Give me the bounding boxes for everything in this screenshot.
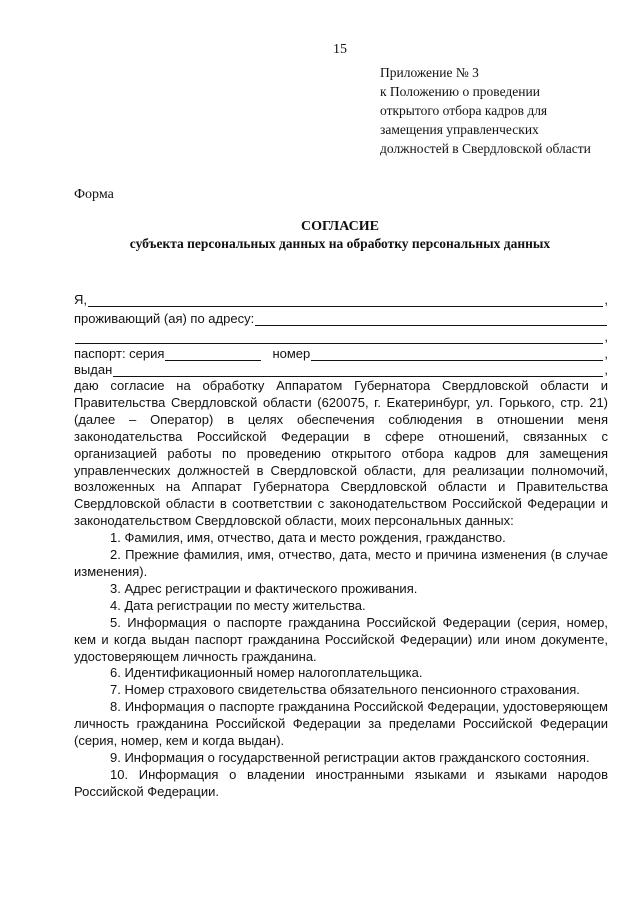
page-number: 15 <box>333 42 347 57</box>
list-item: 3. Адрес регистрации и фактического проживания. <box>110 580 418 596</box>
list-item: 6. Идентификационный номер налогоплательщика. <box>110 665 423 681</box>
comma: , <box>604 329 608 344</box>
appendix-line: замещения управленческих <box>380 122 539 137</box>
address-continuation-blank[interactable] <box>75 330 603 344</box>
comma: , <box>604 346 608 361</box>
name-field-row <box>74 289 608 307</box>
list-item: 10. Информация о владении иностранными языками и языками народов Российской Федерации. <box>74 766 608 799</box>
comma: , <box>604 362 608 377</box>
appendix-line: к Положению о проведении <box>380 84 540 99</box>
i-label: Я, <box>74 292 87 307</box>
document-subtitle: субъекта персональных данных на обработку персональных данных <box>129 236 551 251</box>
list-item: 7. Номер страхового свидетельства обязательного пенсионного страхования. <box>110 682 580 698</box>
issued-field-row <box>74 359 608 377</box>
passport-number-label: номер <box>272 346 311 361</box>
comma: , <box>604 292 608 307</box>
appendix-line: открытого отбора кадров для <box>380 103 548 118</box>
document-title: СОГЛАСИЕ <box>301 219 379 234</box>
address-blank[interactable] <box>255 312 607 326</box>
passport-series-label: паспорт: серия <box>74 346 165 361</box>
appendix-block <box>380 63 630 158</box>
list-item: 2. Прежние фамилия, имя, отчество, дата, место и причина изменения (в случае изменения). <box>74 547 608 579</box>
consent-body <box>74 378 608 801</box>
address-continuation-row <box>74 326 608 344</box>
issued-label: выдан <box>74 362 113 377</box>
form-label: Форма <box>74 187 114 202</box>
full-name-blank[interactable] <box>88 293 603 307</box>
address-label: проживающий (ая) по адресу: <box>74 311 255 326</box>
appendix-line: Приложение № 3 <box>380 65 479 80</box>
list-item: 1. Фамилия, имя, отчество, дата и место рождения, гражданство. <box>110 530 506 546</box>
list-item: 9. Информация о государственной регистрации актов гражданского состояния. <box>110 749 590 765</box>
list-item: 5. Информация о паспорте гражданина Российской Федерации (серия, номер, кем и когда выдан паспорт гражданина Российской Федерации) или ином документе, удостоверяющем личность гражданина. <box>74 614 608 664</box>
issued-blank[interactable] <box>113 363 603 377</box>
appendix-line: должностей в Свердловской области <box>380 141 591 156</box>
address-field-row <box>74 308 608 326</box>
consent-paragraph: даю согласие на обработку Аппаратом Губернатора Свердловской области и Правительства Свердловской области (620075, г. Екатеринбург, ул. Горького, стр. 21) (далее – Оператор) в целях обеспечения соблюдения в отношении меня законодательства Российской Федерации в сфере отношений, связанных с организацией работы по проведению открытого отбора кадров для замещения управленческих должностей в Свердловской области, для реализации полномочий, возложенных на Аппарат Губернатора Свердловской области и Правительства Свердловской области в соответствии с законодательством Российской Федерации и законодательством Свердловской области, моих персональных данных: <box>74 378 608 529</box>
list-item: 8. Информация о паспорте гражданина Российской Федерации, удостоверяющем личность гражданина Российской Федерации за пределами Российской Федерации (серия, номер, кем и когда выдан). <box>74 699 608 749</box>
list-item: 4. Дата регистрации по месту жительства. <box>110 597 366 613</box>
